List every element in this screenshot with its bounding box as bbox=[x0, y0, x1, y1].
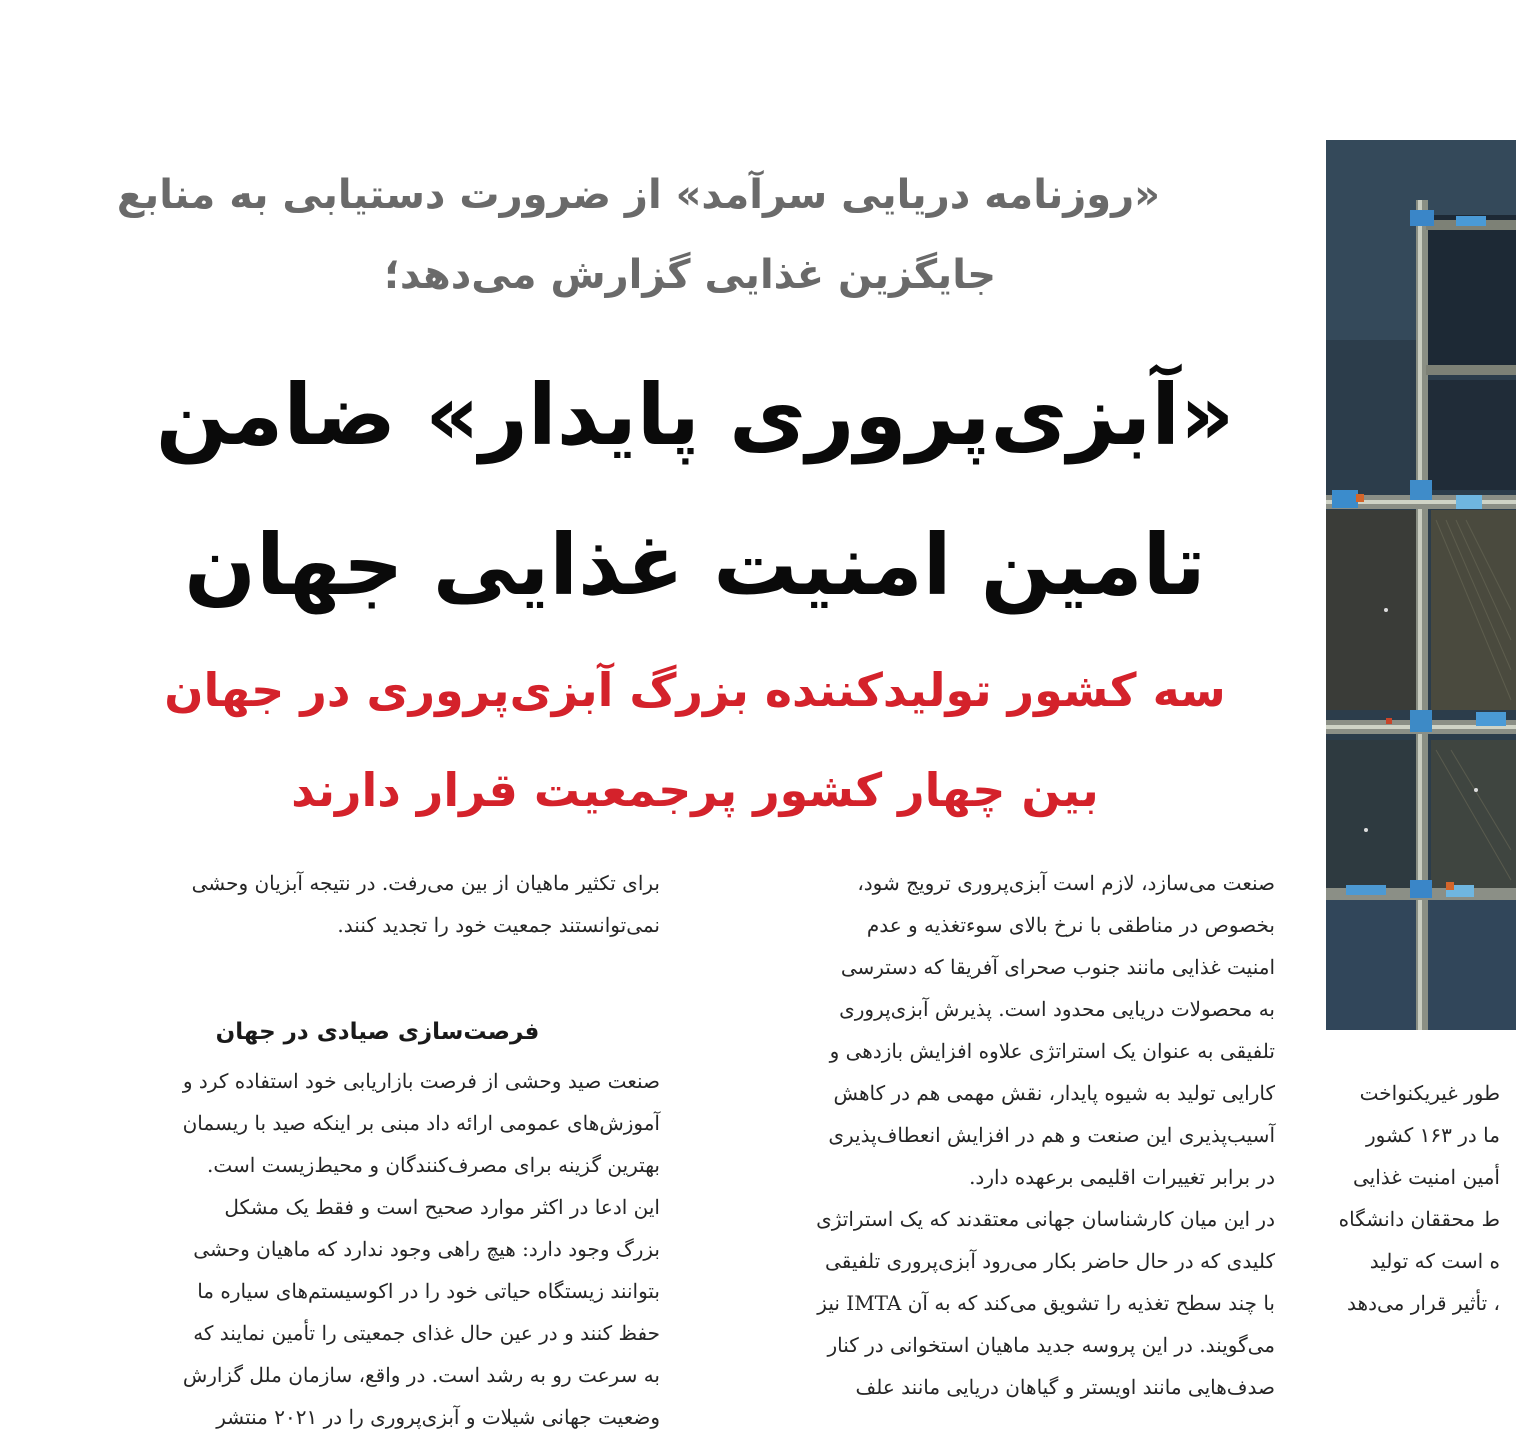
body-line: بهترین گزینه برای مصرف‌کنندگان و محیط‌زیست است. bbox=[206, 1153, 660, 1177]
subheadline-line-2: بین چهار کشور پرجمعیت قرار دارند bbox=[291, 763, 1099, 817]
section-title: فرصت‌سازی صیادی در جهان bbox=[215, 1019, 540, 1045]
paragraph-gap bbox=[95, 946, 660, 1004]
body-column-right bbox=[710, 862, 1275, 1408]
body-line: صدف‌هایی مانند اویستر و گیاهان دریایی مانند علف bbox=[855, 1375, 1275, 1399]
body-line: کلیدی که در حال حاضر بکار می‌رود آبزی‌پروری تلفیقی bbox=[825, 1249, 1275, 1273]
body-line: نمی‌توانستند جمعیت خود را تجدید کنند. bbox=[337, 913, 660, 937]
kicker-line-2: جایگزین غذایی گزارش می‌دهد؛ bbox=[383, 252, 997, 298]
body-line: در برابر تغییرات اقلیمی برعهده دارد. bbox=[969, 1165, 1275, 1189]
body-line: آسیب‌پذیری این صنعت و هم در افزایش انعطاف‌پذیری bbox=[828, 1123, 1275, 1147]
body-line: صنعت صید وحشی از فرصت بازاریابی خود استفاده کرد و bbox=[182, 1069, 660, 1093]
aerial-fish-farm-photo bbox=[1326, 140, 1516, 1030]
body-line: آموزش‌های عمومی ارائه داد مبنی بر اینکه صید با ریسمان bbox=[182, 1111, 660, 1135]
side-line: أمین امنیت غذایی bbox=[1353, 1165, 1500, 1189]
body-line: حفظ کنند و در عین حال غذای جمعیتی را تأمین نمایند که bbox=[193, 1321, 660, 1345]
body-line: به محصولات دریایی محدود است. پذیرش آبزی‌پروری bbox=[839, 997, 1275, 1021]
side-line: ه است که تولید bbox=[1369, 1249, 1500, 1273]
kicker-line-1: «روزنامه دریایی سرآمد» از ضرورت دستیابی به منابع bbox=[116, 172, 1160, 218]
body-line: این ادعا در اکثر موارد صحیح است و فقط یک مشکل bbox=[224, 1195, 660, 1219]
body-line: صنعت می‌سازد، لازم است آبزی‌پروری ترویج شود، bbox=[857, 871, 1275, 895]
body-line: با چند سطح تغذیه را تشویق می‌کند که به آن IMTA نیز bbox=[817, 1291, 1275, 1315]
side-column-text bbox=[1325, 1072, 1500, 1324]
body-line: امنیت غذایی مانند جنوب صحرای آفریقا که دسترسی bbox=[840, 955, 1275, 979]
body-line: وضعیت جهانی شیلات و آبزی‌پروری را در ۲۰۲۱ منتشر bbox=[216, 1405, 660, 1429]
body-line: بخصوص در مناطقی با نرخ بالای سوء‌تغذیه و عدم bbox=[866, 913, 1275, 937]
body-line: کارایی تولید به شیوه پایدار، نقش مهمی هم در کاهش bbox=[833, 1081, 1275, 1105]
body-line: تلفیقی به عنوان یک استراتژی علاوه افزایش بازدهی و bbox=[829, 1039, 1275, 1063]
headline-line-2: تامین امنیت غذایی جهان bbox=[184, 516, 1206, 614]
side-line: ما در ۱۶۳ کشور bbox=[1365, 1123, 1500, 1147]
body-line: در این میان کارشناسان جهانی معتقدند که یک استراتژی bbox=[816, 1207, 1275, 1231]
body-line: بزرگ وجود دارد: هیچ راهی وجود ندارد که ماهیان وحشی bbox=[193, 1237, 660, 1261]
body-line: می‌گویند. در این پروسه جدید ماهیان استخوانی در کنار bbox=[827, 1333, 1275, 1357]
side-line: ، تأثیر قرار می‌دهد bbox=[1347, 1291, 1500, 1315]
subheadline-line-1: سه کشور تولیدکننده بزرگ آبزی‌پروری در جهان bbox=[164, 663, 1226, 717]
body-line: به سرعت رو به رشد است. در واقع، سازمان ملل گزارش bbox=[182, 1363, 660, 1387]
body-column-left bbox=[95, 862, 660, 1438]
side-line: طور غیریکنواخت bbox=[1359, 1081, 1500, 1105]
body-line: برای تکثیر ماهیان از بین می‌رفت. در نتیجه آبزیان وحشی bbox=[191, 871, 660, 895]
side-line: ط محققان دانشگاه bbox=[1338, 1207, 1500, 1231]
headline-line-1: «آبزی‌پروری پایدار» ضامن bbox=[155, 366, 1235, 464]
body-line: بتوانند زیستگاه حیاتی خود را در اکوسیستم‌های سیاره ما bbox=[197, 1279, 660, 1303]
